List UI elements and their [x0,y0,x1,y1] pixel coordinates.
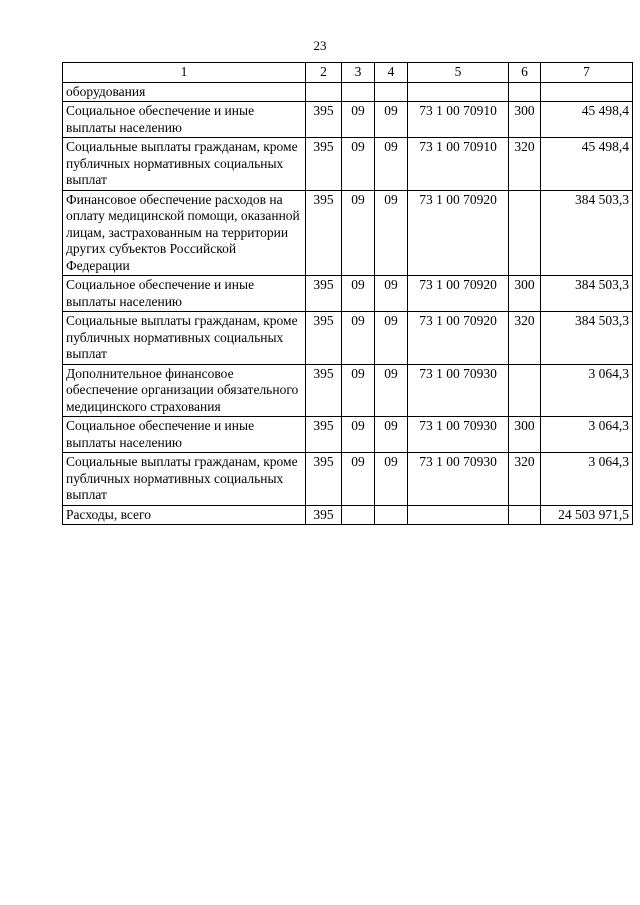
subsection-code: 09 [375,276,408,312]
section-code: 09 [342,190,375,276]
subsection-code [375,82,408,102]
expense-type-code: 320 [509,453,541,506]
ministry-code: 395 [306,190,342,276]
section-code: 09 [342,102,375,138]
target-article-code: 73 1 00 70920 [408,312,509,365]
table-row [63,138,633,191]
row-name: оборудования [63,82,306,102]
subsection-code: 09 [375,417,408,453]
total-amount: 24 503 971,5 [541,505,633,525]
expense-type-code [509,82,541,102]
table-row [63,417,633,453]
table-row [63,312,633,365]
expense-type-code: 300 [509,417,541,453]
subsection-code [375,505,408,525]
row-name: Социальные выплаты гражданам, кроме публичных нормативных социальных выплат [63,453,306,506]
row-name: Социальные выплаты гражданам, кроме публичных нормативных социальных выплат [63,138,306,191]
ministry-code: 395 [306,138,342,191]
row-name: Социальные выплаты гражданам, кроме публичных нормативных социальных выплат [63,312,306,365]
amount: 384 503,3 [541,276,633,312]
subsection-code: 09 [375,190,408,276]
ministry-code: 395 [306,312,342,365]
table-row [63,82,633,102]
target-article-code [408,505,509,525]
ministry-code: 395 [306,276,342,312]
subsection-code: 09 [375,312,408,365]
column-header: 5 [408,63,509,83]
expense-type-code: 320 [509,312,541,365]
amount: 3 064,3 [541,453,633,506]
amount: 45 498,4 [541,102,633,138]
column-header: 7 [541,63,633,83]
amount: 384 503,3 [541,190,633,276]
page-number: 23 [313,38,327,53]
target-article-code [408,82,509,102]
subsection-code: 09 [375,138,408,191]
expense-type-code [509,190,541,276]
table-row [63,190,633,276]
table-row [63,364,633,417]
ministry-code: 395 [306,102,342,138]
amount: 45 498,4 [541,138,633,191]
section-code: 09 [342,453,375,506]
target-article-code: 73 1 00 70930 [408,364,509,417]
row-name: Социальное обеспечение и иные выплаты населению [63,276,306,312]
amount [541,82,633,102]
row-name: Социальное обеспечение и иные выплаты населению [63,417,306,453]
row-name: Социальное обеспечение и иные выплаты населению [63,102,306,138]
row-name: Дополнительное финансовое обеспечение организации обязательного медицинского страхования [63,364,306,417]
expense-type-code: 320 [509,138,541,191]
ministry-code: 395 [306,505,342,525]
ministry-code: 395 [306,453,342,506]
column-header: 1 [63,63,306,83]
target-article-code: 73 1 00 70930 [408,417,509,453]
subsection-code: 09 [375,364,408,417]
target-article-code: 73 1 00 70920 [408,276,509,312]
table-row [63,453,633,506]
section-code: 09 [342,276,375,312]
ministry-code: 395 [306,417,342,453]
target-article-code: 73 1 00 70930 [408,453,509,506]
expense-type-code: 300 [509,102,541,138]
subsection-code: 09 [375,102,408,138]
ministry-code [306,82,342,102]
target-article-code: 73 1 00 70910 [408,138,509,191]
column-number-row [63,63,633,83]
section-code: 09 [342,138,375,191]
subsection-code: 09 [375,453,408,506]
total-row [63,505,633,525]
target-article-code: 73 1 00 70910 [408,102,509,138]
amount: 3 064,3 [541,417,633,453]
budget-table [62,62,633,525]
table-row [63,102,633,138]
section-code: 09 [342,364,375,417]
amount: 3 064,3 [541,364,633,417]
expense-type-code [509,364,541,417]
section-code: 09 [342,417,375,453]
column-header: 6 [509,63,541,83]
row-name: Расходы, всего [63,505,306,525]
amount: 384 503,3 [541,312,633,365]
column-header: 3 [342,63,375,83]
expense-type-code [509,505,541,525]
expense-type-code: 300 [509,276,541,312]
section-code [342,82,375,102]
ministry-code: 395 [306,364,342,417]
column-header: 2 [306,63,342,83]
section-code: 09 [342,312,375,365]
target-article-code: 73 1 00 70920 [408,190,509,276]
row-name: Финансовое обеспечение расходов на оплату медицинской помощи, оказанной лицам, застрахованным на территории других субъектов Российской Федерации [63,190,306,276]
column-header: 4 [375,63,408,83]
table-row [63,276,633,312]
section-code [342,505,375,525]
